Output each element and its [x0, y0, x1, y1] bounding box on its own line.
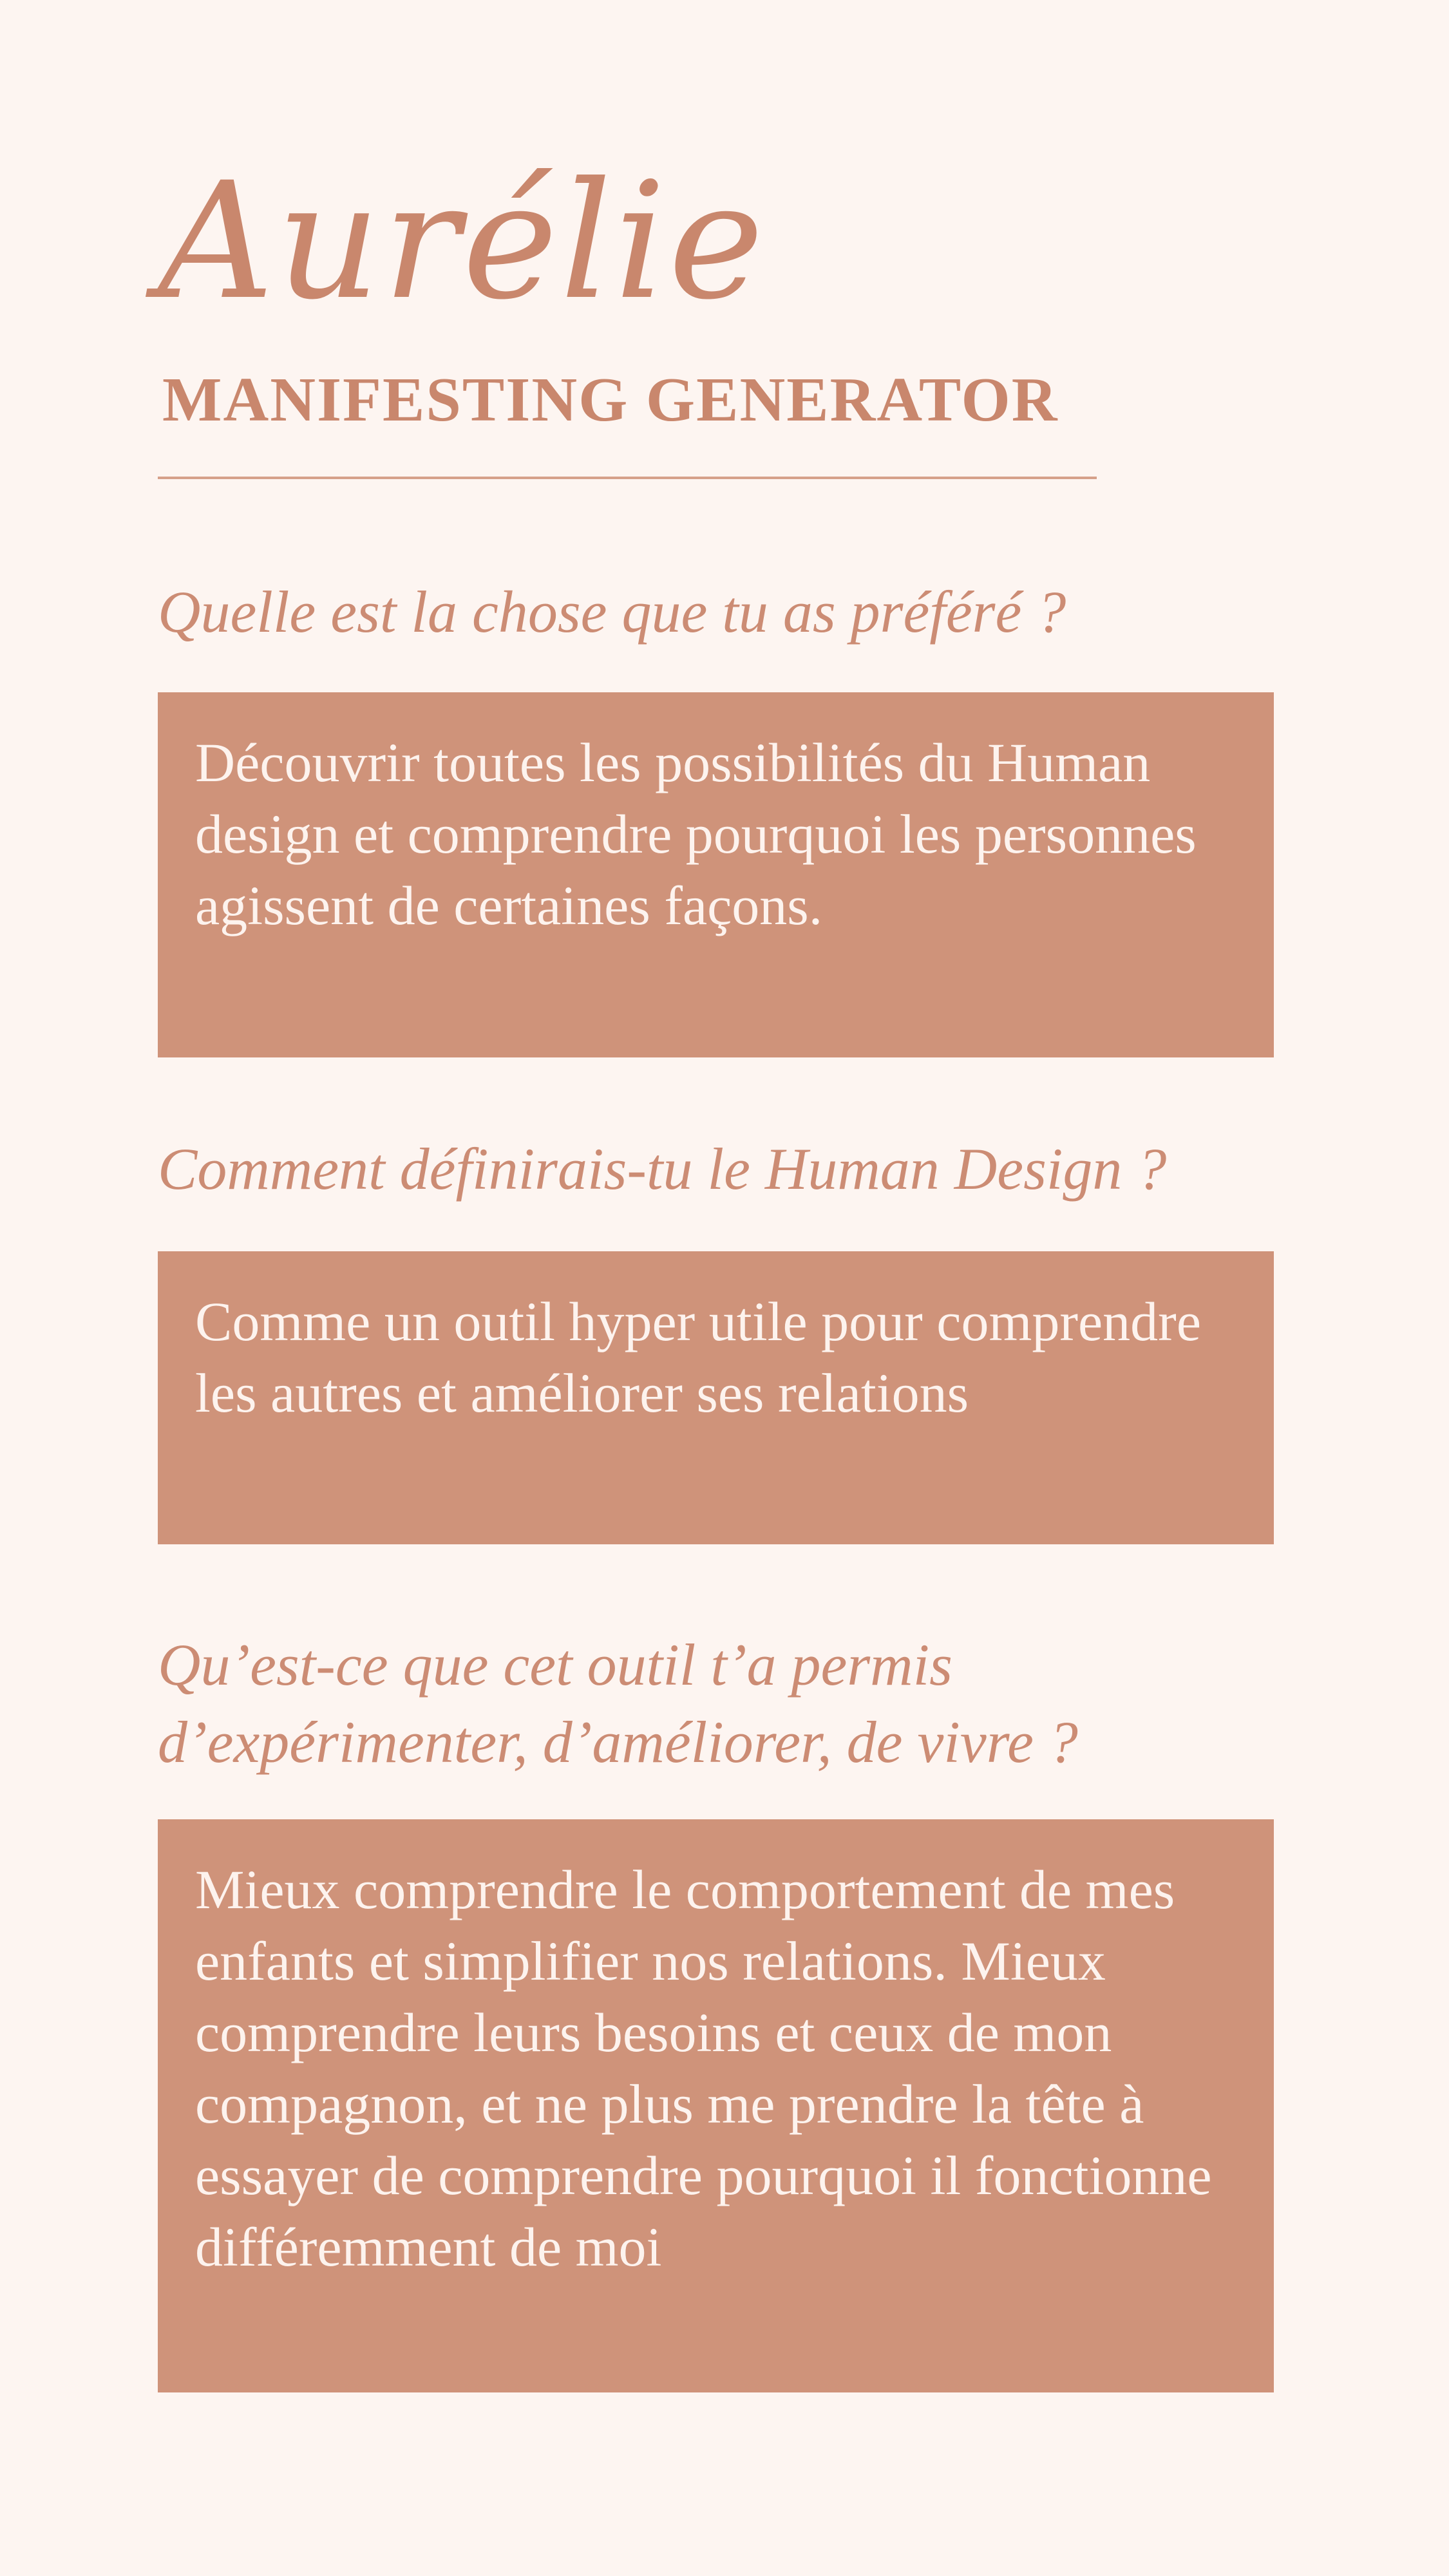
- person-name: Aurélie: [158, 147, 766, 335]
- answer-3: Mieux comprendre le comportement de mes enfants et simplifier nos relations. Mieux comprendre leurs besoins et ceux de mon compagnon, et ne plus me prendre la tête à essayer de comprendre pourquoi il fonctionne différemment de moi: [195, 1859, 1212, 2278]
- answer-box-3: [158, 1819, 1274, 2392]
- header-divider: [158, 477, 1097, 479]
- question-1: Quelle est la chose que tu as préféré ?: [158, 579, 1066, 645]
- question-2: Comment définirais-tu le Human Design ?: [158, 1136, 1167, 1202]
- answer-2: Comme un outil hyper utile pour comprendre les autres et améliorer ses relations: [195, 1291, 1201, 1424]
- person-type: MANIFESTING GENERATOR: [162, 365, 1059, 435]
- answer-1: Découvrir toutes les possibilités du Human design et comprendre pourquoi les personnes agissent de certaines façons.: [195, 732, 1197, 936]
- answer-box-2: [158, 1251, 1274, 1544]
- answer-box-1: [158, 692, 1274, 1057]
- question-3: Qu’est-ce que cet outil t’a permis d’expérimenter, d’améliorer, de vivre ?: [158, 1632, 1078, 1775]
